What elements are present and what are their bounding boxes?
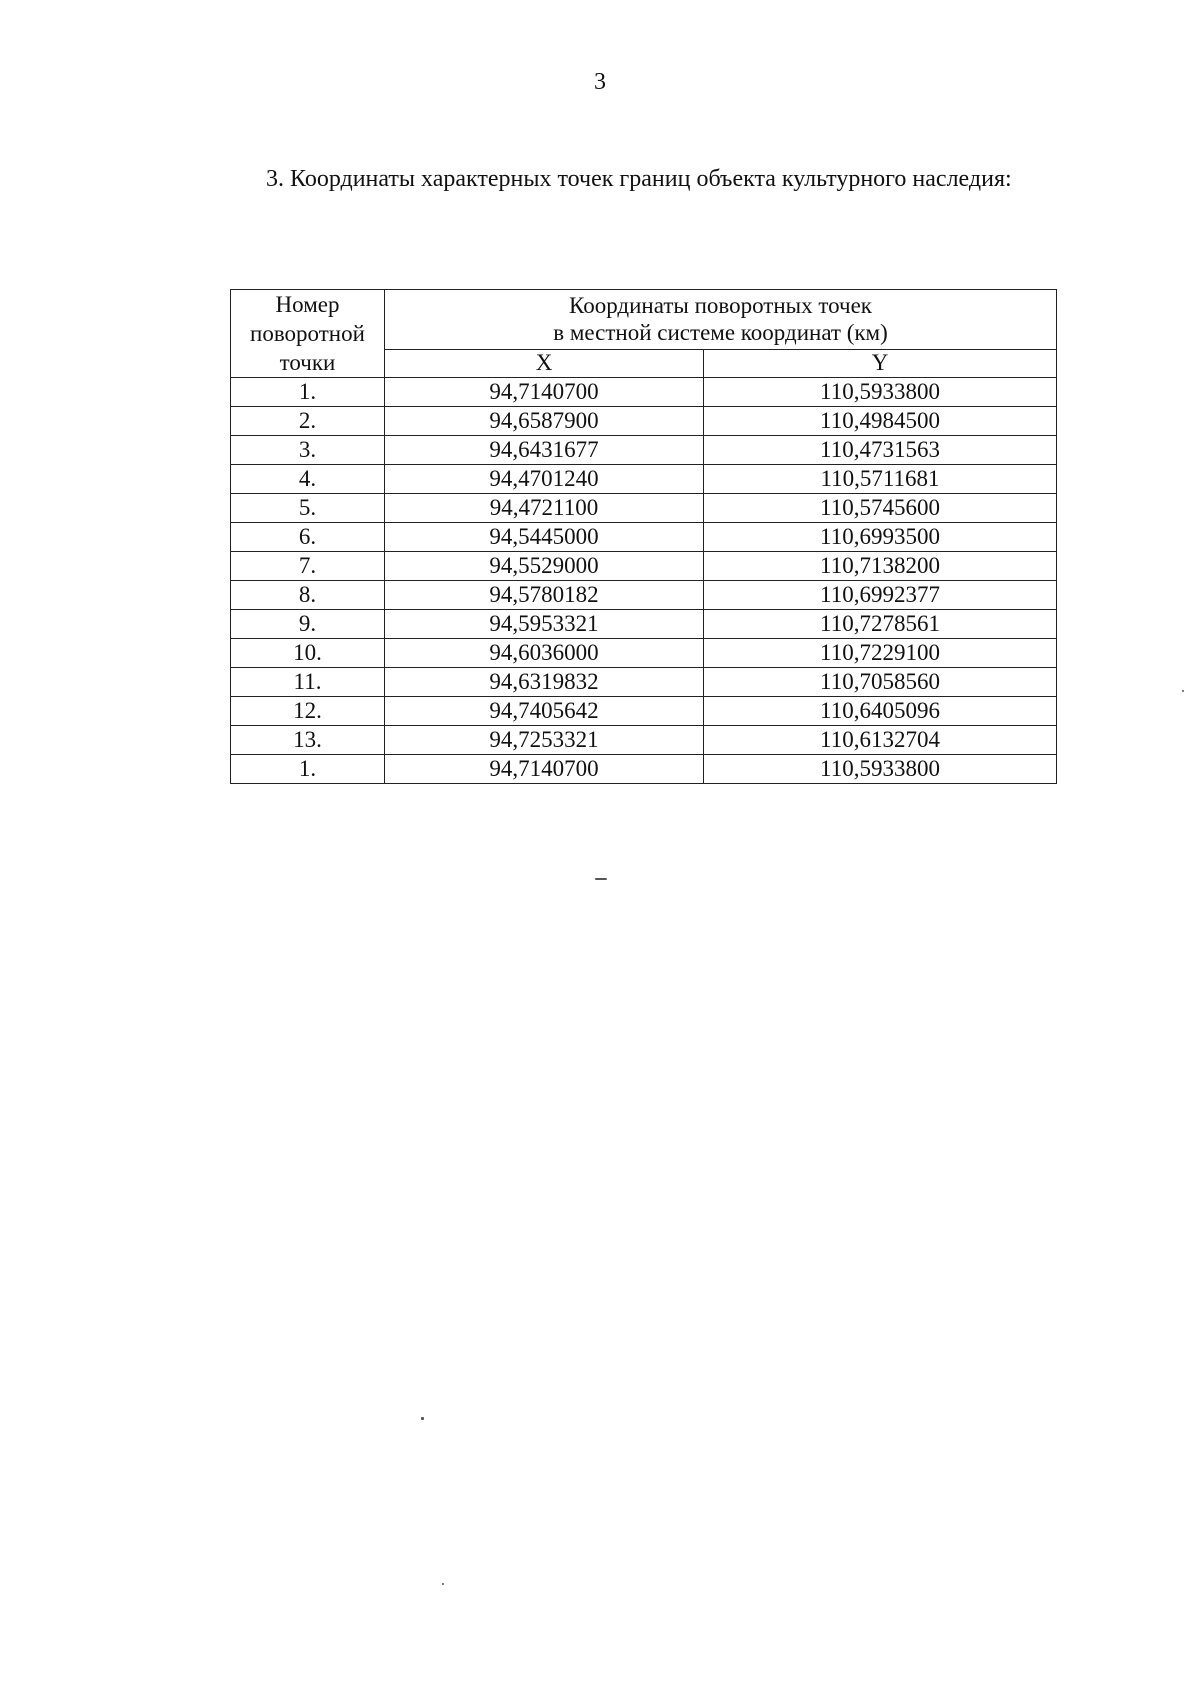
table-row (231, 465, 1057, 494)
table-header-row (231, 290, 1057, 350)
cell-x: 94,7140700 (385, 755, 704, 784)
cell-point-number: 11. (231, 668, 385, 697)
cell-y: 110,6405096 (704, 697, 1057, 726)
header-coordinates-group (385, 290, 1057, 350)
cell-point-number: 12. (231, 697, 385, 726)
cell-x: 94,4721100 (385, 494, 704, 523)
table-row (231, 726, 1057, 755)
table-row (231, 494, 1057, 523)
cell-point-number: 6. (231, 523, 385, 552)
scan-speck (595, 878, 607, 880)
cell-y: 110,5933800 (704, 378, 1057, 407)
header-y: Y (704, 349, 1057, 377)
cell-x: 94,7253321 (385, 726, 704, 755)
cell-y: 110,7058560 (704, 668, 1057, 697)
page-number: 3 (594, 69, 606, 95)
cell-y: 110,4731563 (704, 436, 1057, 465)
cell-x: 94,7405642 (385, 697, 704, 726)
cell-x: 94,4701240 (385, 465, 704, 494)
cell-point-number: 13. (231, 726, 385, 755)
header-coordinates-line2: в местной системе координат (км) (553, 320, 888, 346)
section-heading: 3. Координаты характерных точек границ объекта культурного наследия: (266, 166, 1012, 192)
table-row (231, 523, 1057, 552)
table-row (231, 436, 1057, 465)
cell-y: 110,6992377 (704, 581, 1057, 610)
table-row (231, 581, 1057, 610)
cell-point-number: 4. (231, 465, 385, 494)
cell-y: 110,6132704 (704, 726, 1057, 755)
cell-x: 94,6319832 (385, 668, 704, 697)
scan-speck (421, 1417, 424, 1420)
cell-x: 94,5445000 (385, 523, 704, 552)
table-row (231, 407, 1057, 436)
cell-y: 110,5933800 (704, 755, 1057, 784)
cell-point-number: 10. (231, 639, 385, 668)
cell-x: 94,6587900 (385, 407, 704, 436)
scan-speck (442, 1583, 444, 1585)
cell-point-number: 1. (231, 378, 385, 407)
cell-x: 94,5953321 (385, 610, 704, 639)
coordinates-table (230, 289, 1057, 784)
cell-y: 110,6993500 (704, 523, 1057, 552)
cell-point-number: 5. (231, 494, 385, 523)
cell-x: 94,6036000 (385, 639, 704, 668)
table-row (231, 755, 1057, 784)
table-row (231, 552, 1057, 581)
cell-y: 110,5711681 (704, 465, 1057, 494)
table-row (231, 668, 1057, 697)
header-point-number: Номер поворотной точки (231, 290, 385, 378)
cell-y: 110,5745600 (704, 494, 1057, 523)
cell-y: 110,7229100 (704, 639, 1057, 668)
table-row (231, 610, 1057, 639)
cell-point-number: 3. (231, 436, 385, 465)
scan-speck (1182, 690, 1184, 692)
cell-y: 110,7138200 (704, 552, 1057, 581)
header-coordinates-line1: Координаты поворотных точек (569, 293, 872, 319)
table-row (231, 378, 1057, 407)
table-row (231, 697, 1057, 726)
cell-point-number: 2. (231, 407, 385, 436)
cell-x: 94,5780182 (385, 581, 704, 610)
coordinates-table-body (231, 290, 1057, 784)
table-row (231, 639, 1057, 668)
cell-x: 94,6431677 (385, 436, 704, 465)
cell-y: 110,7278561 (704, 610, 1057, 639)
cell-point-number: 7. (231, 552, 385, 581)
cell-point-number: 9. (231, 610, 385, 639)
cell-x: 94,5529000 (385, 552, 704, 581)
header-x: X (385, 349, 704, 377)
cell-x: 94,7140700 (385, 378, 704, 407)
cell-point-number: 8. (231, 581, 385, 610)
cell-point-number: 1. (231, 755, 385, 784)
cell-y: 110,4984500 (704, 407, 1057, 436)
